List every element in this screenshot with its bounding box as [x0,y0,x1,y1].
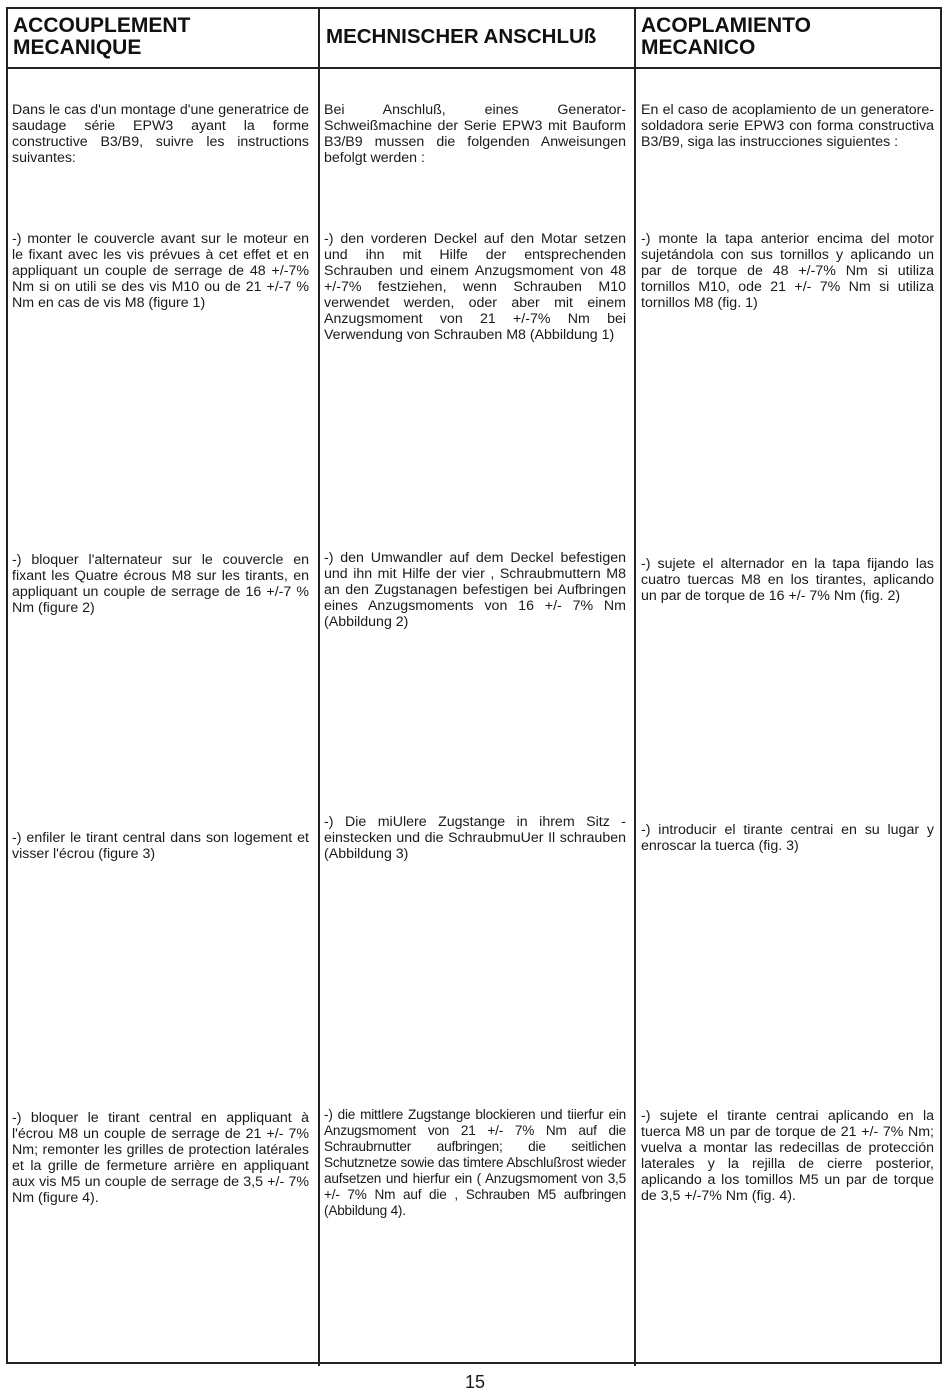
german-step-3: -) Die miUlere Zugstange in ihrem Sitz - einstecken und die SchraubmuUer Il schrauben (Abbildung 3) [324,814,626,862]
french-intro: Dans le cas d'un montage d'une generatrice de saudage série EPW3 ayant la forme constructive B3/B9, suivre les instructions suivantes: [12,102,309,166]
german-step-1: -) den vorderen Deckel auf den Motar setzen und ihn mit Hilfe der entsprechenden Schrauben und einem Anzugsmoment von 48 +/-7% festziehen, wenn Schrauben M10 verwendet werden, oder aber mit einem Anzugsmoment von 21 +/-7% Nm bei Verwendung von Schrauben M8 (Abbildung 1) [324,231,626,343]
spanish-intro: En el caso de acoplamiento de un generatore-soldadora serie EPW3 con forma constructiva B3/B9, siga las instrucciones siguientes : [641,102,934,150]
french-step-2: -) bloquer l'alternateur sur le couvercle en fixant les Quatre écrous M8 sur les tirants, en appliquant un couple de serrage de 16 +/-7 % Nm (figure 2) [12,552,309,616]
german-intro: Bei Anschluß, eines Generator-Schweißmachine der Serie EPW3 mit Bauform B3/B9 mussen die folgenden Anweisungen befolgt werden : [324,102,626,166]
french-step-1: -) monter le couvercle avant sur le moteur en le fixant avec les vis prévues à cet effet et en appliquant un couple de serrage de 48 +/-7% Nm si on utili se des vis M10 ou de 21 +/-7 % Nm en cas de vis M8 (figure 1) [12,231,309,311]
header-french: ACCOUPLEMENT MECANIQUE [13,14,191,59]
header-spanish: ACOPLAMIENTO MECANICO [641,14,811,59]
page-number: 15 [464,1372,486,1392]
german-step-2: -) den Umwandler auf dem Deckel befestigen und ihn mit Hilfe der vier , Schraubmuttern M8 an den Zugstanagen befestigen bei Aufbringen eines Anzugsmoments von 16 +/- 7% Nm (Abbildung 2) [324,550,626,630]
french-step-4: -) bloquer le tirant central en appliquant à l'écrou M8 un couple de serrage de 21 +/- 7% Nm; remonter les grilles de protection latérales et la grille de fermeture arrière en appliquant aux vis M5 un couple de serrage de 3,5 +/- 7% Nm (figure 4). [12,1110,309,1206]
spanish-step-2: -) sujete el alternador en la tapa fijando las cuatro tuercas M8 en los tirantes, aplicando un par de torque de 16 +/- 7% Nm (fig. 2) [641,556,934,604]
spanish-step-1: -) monte la tapa anterior encima del motor sujetándola con sus tornillos y aplicando un par de torque de 48 +/-7% Nm si utiliza tornillos M10, ode 21 +/- 7% Nm si utiliza tornillos M8 (fig. 1) [641,231,934,311]
spanish-step-4: -) sujete el tirante centrai aplicando en la tuerca M8 un par de torque de 21 +/- 7% Nm; vuelva a montar las redecillas de protección laterales y la rejilla de cierre posterior, aplicando a los tomillos M5 un par de torque de 3,5 +/-7% Nm (fig. 4). [641,1108,934,1204]
header-german: MECHNISCHER ANSCHLUß [326,25,597,48]
column-divider [634,7,636,1366]
german-step-4: -) die mittlere Zugstange blockieren und tiierfur ein Anzugsmoment von 21 +/- 7% Nm auf die Schraubrnutter aufbringen; die seitlichen Schutznetze sowie das timtere Abschlußrost wieder aufsetzen und hierfur ein ( Anzugsmoment von 3,5 +/- 7% Nm auf die , Schrauben M5 aufbringen (Abbildung 4). [324,1107,626,1218]
header-divider [6,67,942,69]
spanish-step-3: -) introducir el tirante centrai en su lugar y enroscar la tuerca (fig. 3) [641,822,934,854]
column-divider [318,7,320,1366]
french-step-3: -) enfiler le tirant central dans son logement et visser l'écrou (figure 3) [12,830,309,862]
